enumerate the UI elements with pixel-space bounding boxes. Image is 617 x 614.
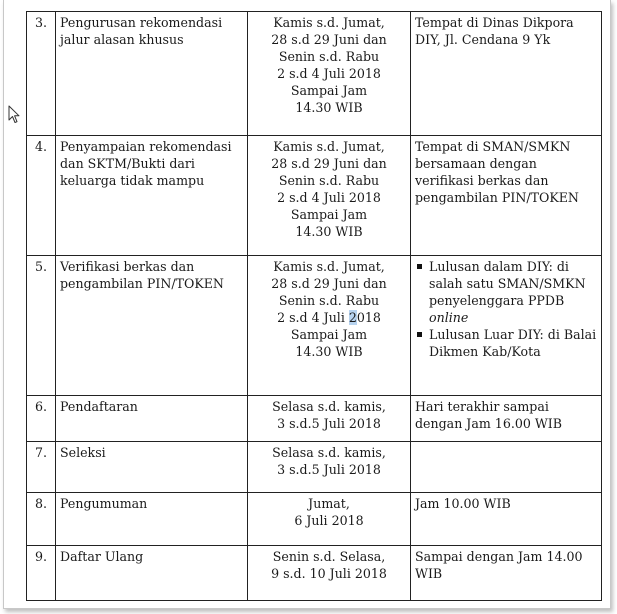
time-line: Selasa s.d. kamis, bbox=[272, 399, 386, 414]
time-line: 9 s.d. 10 Juli 2018 bbox=[271, 566, 387, 581]
activity-cell: Seleksi bbox=[56, 442, 248, 493]
time-line: 3 s.d.5 Juli 2018 bbox=[277, 462, 381, 477]
time-line: Senin s.d. Rabu bbox=[278, 293, 380, 308]
time-line: Senin s.d. Rabu bbox=[278, 173, 380, 188]
text-selection-highlight[interactable]: 2 bbox=[348, 310, 357, 325]
table-row bbox=[27, 396, 602, 442]
time-text: 018 bbox=[356, 310, 381, 325]
row-number: 6. bbox=[27, 396, 56, 442]
table-row bbox=[27, 12, 602, 136]
time-cell bbox=[248, 136, 411, 256]
table-row bbox=[27, 442, 602, 493]
time-line: 14.30 WIB bbox=[295, 100, 363, 115]
place-bullet-list bbox=[415, 258, 597, 360]
time-cell bbox=[248, 493, 411, 546]
time-cell bbox=[248, 12, 411, 136]
time-line: 14.30 WIB bbox=[295, 344, 363, 359]
bullet-text: Lulusan Luar DIY: di Balai Dikmen Kab/Kota bbox=[429, 327, 597, 359]
activity-cell: Verifikasi berkas dan pengambilan PIN/TOKEN bbox=[56, 256, 248, 396]
time-line: Kamis s.d. Jumat, bbox=[273, 259, 385, 274]
schedule-table bbox=[26, 11, 602, 601]
time-line: 28 s.d 29 Juni dan bbox=[271, 32, 387, 47]
activity-cell: Daftar Ulang bbox=[56, 546, 248, 601]
place-cell: Tempat di Dinas Dikpora DIY, Jl. Cendana 9 Yk bbox=[411, 12, 602, 136]
place-cell: Tempat di SMAN/SMKN bersamaan dengan verifikasi berkas dan pengambilan PIN/TOKEN bbox=[411, 136, 602, 256]
place-cell bbox=[411, 442, 602, 493]
row-number: 7. bbox=[27, 442, 56, 493]
bullet-item bbox=[415, 258, 597, 326]
time-line bbox=[252, 309, 406, 326]
table-row bbox=[27, 546, 602, 601]
bullet-item bbox=[415, 326, 597, 360]
time-cell bbox=[248, 442, 411, 493]
time-line: 28 s.d 29 Juni dan bbox=[271, 276, 387, 291]
place-cell: Hari terakhir sampai dengan Jam 16.00 WIB bbox=[411, 396, 602, 442]
time-line: 14.30 WIB bbox=[295, 224, 363, 239]
time-cell bbox=[248, 396, 411, 442]
activity-cell: Pengurusan rekomendasi jalur alasan khusus bbox=[56, 12, 248, 136]
place-cell: Sampai dengan Jam 14.00 WIB bbox=[411, 546, 602, 601]
time-line: 3 s.d.5 Juli 2018 bbox=[277, 416, 381, 431]
table-row bbox=[27, 493, 602, 546]
table-row bbox=[27, 256, 602, 396]
document-page bbox=[3, 0, 611, 609]
time-line: Senin s.d. Selasa, bbox=[272, 549, 386, 564]
activity-cell: Penyampaian rekomendasi dan SKTM/Bukti dari keluarga tidak mampu bbox=[56, 136, 248, 256]
time-cell bbox=[248, 256, 411, 396]
row-number: 8. bbox=[27, 493, 56, 546]
place-cell bbox=[411, 256, 602, 396]
time-text: 2 s.d 4 Juli bbox=[277, 310, 349, 325]
time-cell bbox=[248, 546, 411, 601]
time-line: 2 s.d 4 Juli 2018 bbox=[277, 190, 381, 205]
table-row bbox=[27, 136, 602, 256]
activity-cell: Pendaftaran bbox=[56, 396, 248, 442]
bullet-italic-text: online bbox=[429, 310, 469, 325]
bullet-text: Lulusan dalam DIY: di salah satu SMAN/SMKN penyelenggara PPDB bbox=[429, 259, 586, 308]
place-cell: Jam 10.00 WIB bbox=[411, 493, 602, 546]
activity-cell: Pengumuman bbox=[56, 493, 248, 546]
time-line: 28 s.d 29 Juni dan bbox=[271, 156, 387, 171]
row-number: 4. bbox=[27, 136, 56, 256]
mouse-pointer-icon bbox=[8, 105, 20, 124]
row-number: 5. bbox=[27, 256, 56, 396]
time-line: Sampai Jam bbox=[290, 207, 368, 222]
time-line: Selasa s.d. kamis, bbox=[272, 445, 386, 460]
time-line: 2 s.d 4 Juli 2018 bbox=[277, 66, 381, 81]
row-number: 3. bbox=[27, 12, 56, 136]
time-line: Sampai Jam bbox=[290, 327, 368, 342]
time-line: 6 Juli 2018 bbox=[294, 513, 364, 528]
time-line: Senin s.d. Rabu bbox=[278, 49, 380, 64]
row-number: 9. bbox=[27, 546, 56, 601]
time-line: Kamis s.d. Jumat, bbox=[273, 15, 385, 30]
time-line: Kamis s.d. Jumat, bbox=[273, 139, 385, 154]
time-line: Sampai Jam bbox=[290, 83, 368, 98]
time-line: Jumat, bbox=[308, 496, 350, 511]
